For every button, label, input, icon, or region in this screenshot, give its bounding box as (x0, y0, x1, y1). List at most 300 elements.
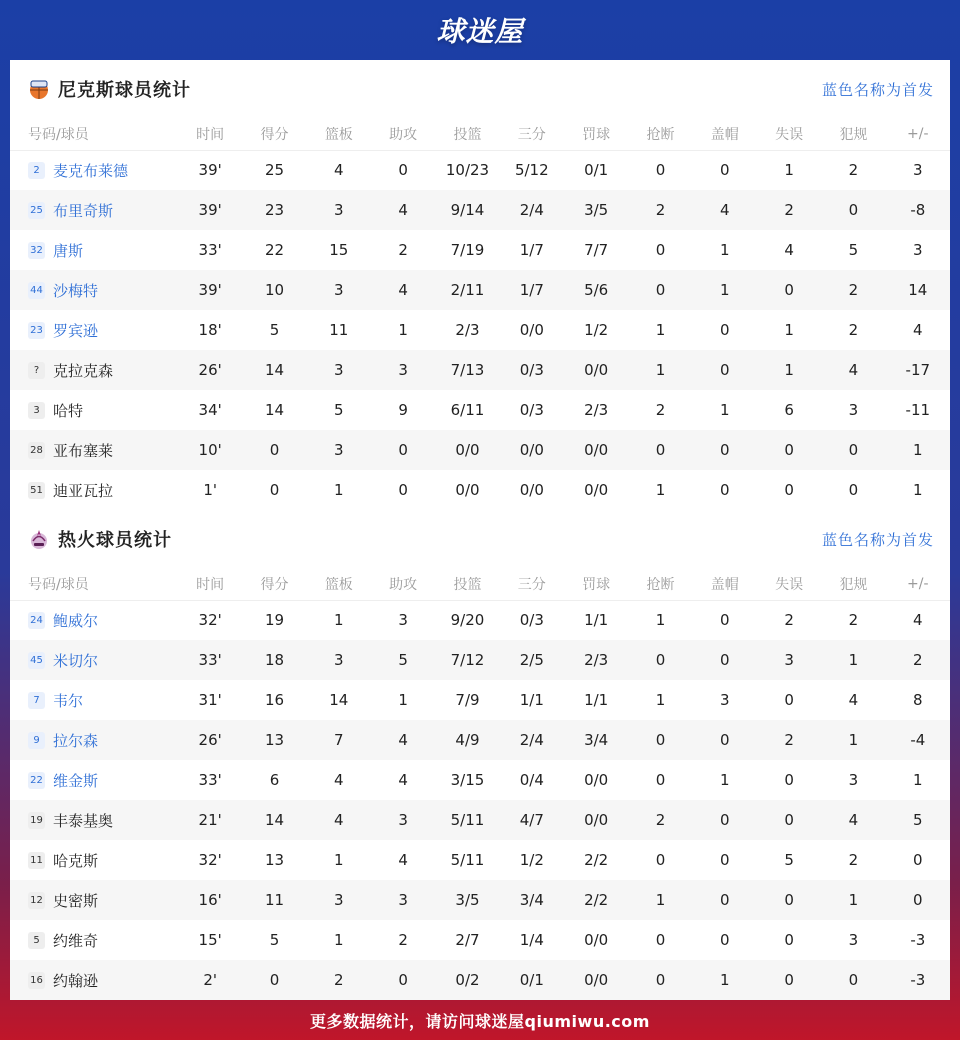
stat-cell: 34' (198, 401, 222, 419)
stat-cell: 0 (757, 270, 821, 310)
col-header: 抢断 (628, 118, 692, 150)
stat-cell: 3 (848, 401, 859, 419)
starter-note: 蓝色名称为首发 (821, 530, 934, 549)
stat-cell: 3 (848, 771, 859, 789)
stat-cell: 3/4 (564, 720, 628, 760)
col-header: 犯规 (821, 568, 885, 600)
stat-cell: 0/3 (519, 611, 544, 630)
stat-cell: 13 (264, 851, 285, 869)
stat-cell: 4 (398, 771, 408, 789)
player-cell (10, 840, 178, 880)
stat-cell: 2/3 (455, 321, 480, 339)
stat-cell: 9 (398, 401, 408, 419)
jersey-number-badge: 16 (28, 972, 45, 989)
stat-cell: 0 (655, 851, 666, 869)
stat-cell: 6/11 (450, 401, 485, 419)
player-name[interactable]: 韦尔 (53, 691, 84, 710)
stat-cell: 16 (264, 691, 285, 709)
stat-cell: 0 (628, 270, 692, 310)
stat-cell: 5/11 (450, 851, 485, 869)
stat-cell: 5 (886, 800, 950, 840)
stat-cell: 0 (655, 771, 666, 789)
footer-link[interactable]: 更多数据统计，请访问球迷屋qiumiwu.com (310, 1011, 650, 1031)
stat-cell: 0/0 (564, 960, 628, 1000)
stat-cell: 1 (821, 720, 885, 760)
stat-cell: 1 (655, 481, 666, 499)
stat-cell: 3 (398, 611, 408, 630)
stat-cell: 5/11 (435, 800, 499, 840)
stat-cell: 5 (269, 931, 280, 949)
stat-cell: 3 (307, 270, 371, 310)
player-cell (10, 350, 178, 390)
col-header: 号码/球员 (10, 118, 178, 150)
col-header: 三分 (500, 118, 564, 150)
stat-cell: 0 (269, 481, 280, 499)
stat-cell: 3/4 (500, 880, 564, 920)
table-row (10, 350, 950, 390)
player-cell (10, 310, 178, 350)
stat-cell: 2' (178, 960, 242, 1000)
stat-cell: 2/2 (564, 880, 628, 920)
stat-cell: 3 (371, 350, 435, 390)
jersey-number-badge: 23 (28, 322, 45, 339)
stat-cell: 0/3 (519, 401, 544, 419)
stat-cell: 1 (655, 691, 666, 709)
stat-cell: 1/2 (584, 321, 609, 339)
stat-cell: 5 (269, 321, 280, 339)
stat-cell: 1 (334, 931, 344, 949)
player-cell (10, 800, 178, 840)
player-cell (10, 640, 178, 680)
col-header: 盖帽 (693, 568, 757, 600)
col-header: 助攻 (371, 568, 435, 600)
stat-cell: 0/1 (500, 960, 564, 1000)
stat-cell: 4 (913, 321, 923, 339)
stat-cell: 5 (334, 401, 344, 419)
stat-cell: 0 (821, 430, 885, 470)
stat-cell: 2/11 (435, 270, 499, 310)
stat-cell: 0 (371, 430, 435, 470)
stat-cell: 4/7 (500, 800, 564, 840)
player-cell (10, 270, 178, 310)
stat-cell: 0 (693, 880, 757, 920)
stat-cell: 2 (307, 960, 371, 1000)
jersey-number-badge: 28 (28, 442, 45, 459)
player-cell (10, 600, 178, 640)
jersey-number-badge: 11 (28, 852, 45, 869)
stat-cell: 1 (655, 611, 666, 630)
stat-cell: 0/0 (519, 481, 544, 499)
stat-cell: 15 (329, 241, 349, 259)
stat-cell: 6 (784, 401, 794, 419)
stat-cell: 3/5 (564, 190, 628, 230)
stat-cell: 1 (334, 611, 344, 630)
stat-cell: 0 (242, 960, 306, 1000)
stat-cell: 1 (821, 640, 885, 680)
player-name[interactable]: 布里奇斯 (53, 201, 114, 220)
stat-cell: -17 (886, 350, 950, 390)
stat-cell: 0 (757, 430, 821, 470)
stat-cell: 2 (848, 611, 859, 630)
stat-cell: -4 (886, 720, 950, 760)
stat-cell: 1 (655, 321, 666, 339)
stat-cell: 9/14 (435, 190, 499, 230)
stat-cell: 0 (720, 931, 730, 949)
player-cell (10, 190, 178, 230)
stat-cell: 5 (784, 851, 794, 869)
stat-cell: 0 (784, 931, 794, 949)
stat-cell: 0 (886, 880, 950, 920)
stat-cell: 0/0 (584, 481, 609, 499)
stat-cell: 14 (264, 401, 285, 419)
player-cell (10, 150, 178, 190)
stat-cell: 33' (198, 241, 222, 259)
col-header: +/- (886, 118, 950, 150)
stat-cell: 13 (242, 720, 306, 760)
stat-cell: 3 (307, 430, 371, 470)
player-name[interactable]: 维金斯 (53, 771, 99, 790)
stat-cell: 10' (178, 430, 242, 470)
stat-cell: 3/15 (450, 771, 485, 789)
stat-cell: 0 (398, 161, 408, 180)
col-header: 投篮 (435, 568, 499, 600)
stat-cell: 1 (784, 321, 794, 339)
stat-cell: 2 (628, 800, 692, 840)
stat-cell: 2 (848, 321, 859, 339)
stat-cell: 7/9 (455, 691, 480, 709)
stat-cell: 2/5 (500, 640, 564, 680)
stat-cell: 2 (848, 161, 859, 180)
stat-cell: 1/7 (519, 241, 544, 259)
stat-cell: 4 (821, 800, 885, 840)
jersey-number-badge: 25 (28, 202, 45, 219)
stat-cell: 0 (628, 960, 692, 1000)
player-name[interactable]: 罗宾逊 (53, 321, 99, 340)
stat-cell: -8 (886, 190, 950, 230)
player-name[interactable]: 麦克布莱德 (53, 161, 129, 180)
jersey-number-badge: 44 (28, 282, 45, 299)
stat-cell: 8 (913, 691, 923, 709)
stat-cell: 0 (720, 481, 730, 499)
stat-cell: 4 (784, 241, 794, 259)
stat-cell: 2/4 (500, 190, 564, 230)
stat-cell: 1 (628, 880, 692, 920)
stat-cell: 10/23 (445, 161, 490, 180)
stat-cell: 7/7 (584, 241, 609, 259)
stat-cell: 5 (848, 241, 859, 259)
stat-cell: 4 (334, 161, 344, 180)
stat-cell: 32' (198, 851, 222, 869)
player-name[interactable]: 鲍威尔 (53, 611, 99, 630)
stat-cell: 7/13 (435, 350, 499, 390)
stat-cell: 0 (720, 851, 730, 869)
stat-cell: 0/0 (584, 931, 609, 949)
team-title: 尼克斯球员统计 (58, 80, 191, 101)
stat-cell: 1 (913, 481, 923, 499)
table-row (10, 720, 950, 760)
stat-cell: 0 (720, 611, 730, 630)
stat-cell: 0 (628, 430, 692, 470)
stat-cell: 3 (371, 880, 435, 920)
stat-cell: 1/1 (584, 611, 609, 630)
stat-cell: 2 (655, 401, 666, 419)
player-cell (10, 430, 178, 470)
player-name[interactable]: 米切尔 (53, 651, 99, 670)
stat-cell: 0 (693, 720, 757, 760)
stat-cell: 14 (242, 350, 306, 390)
stat-cell: 4 (398, 851, 408, 869)
stat-cell: 3 (848, 931, 859, 949)
col-header: 盖帽 (693, 118, 757, 150)
col-header: 时间 (178, 568, 242, 600)
stat-cell: 33' (198, 771, 222, 789)
stat-cell: 0 (655, 931, 666, 949)
stat-cell: 1 (720, 771, 730, 789)
stat-cell: 0 (628, 720, 692, 760)
table-row (10, 840, 950, 880)
stat-cell: 3 (371, 800, 435, 840)
stat-cell: 4 (913, 611, 923, 630)
stat-cell: 5 (371, 640, 435, 680)
stat-cell: 0 (655, 241, 666, 259)
stat-cell: 0 (693, 640, 757, 680)
player-name: 克拉克森 (53, 361, 114, 380)
player-name: 亚布塞莱 (53, 441, 114, 460)
heat-logo-icon (28, 528, 50, 550)
stat-cell: 0/0 (564, 350, 628, 390)
stat-cell: 22 (264, 241, 285, 259)
stat-cell: 3 (913, 161, 923, 180)
stat-cell: 0 (784, 691, 794, 709)
stat-cell: 7/19 (450, 241, 485, 259)
stat-cell: 25 (264, 161, 285, 180)
stat-cell: 1 (913, 771, 923, 789)
jersey-number-badge: 12 (28, 892, 45, 909)
stat-cell: 1 (334, 481, 344, 499)
stat-cell: 2/7 (455, 931, 480, 949)
stat-cell: 15' (198, 931, 222, 949)
stat-cell: 0 (655, 161, 666, 180)
stat-cell: 0/4 (519, 771, 544, 789)
col-header: 篮板 (307, 568, 371, 600)
stat-cell: 0 (821, 190, 885, 230)
jersey-number-badge: 7 (28, 692, 45, 709)
stat-cell: 0/0 (584, 771, 609, 789)
stat-cell: 18 (242, 640, 306, 680)
stat-cell: 18' (198, 321, 222, 339)
stat-cell: 3/5 (435, 880, 499, 920)
stat-cell: 1/4 (519, 931, 544, 949)
stat-cell: 2/3 (564, 640, 628, 680)
stat-cell: 1/7 (500, 270, 564, 310)
stat-cell: 3 (757, 640, 821, 680)
stat-cell: 0/3 (500, 350, 564, 390)
stat-cell: 0 (693, 430, 757, 470)
stat-cell: 3 (307, 350, 371, 390)
stat-cell: 0 (784, 771, 794, 789)
stat-cell: 39' (178, 270, 242, 310)
stat-cell: 39' (178, 190, 242, 230)
player-name: 哈特 (53, 401, 84, 420)
jersey-number-badge: ? (28, 362, 45, 379)
stat-cell: 0 (720, 321, 730, 339)
stat-cell: 4 (371, 190, 435, 230)
stat-cell: 32' (198, 611, 222, 630)
stat-cell: 33' (178, 640, 242, 680)
stat-cell: 2 (886, 640, 950, 680)
stat-cell: 0 (757, 960, 821, 1000)
jersey-number-badge: 2 (28, 162, 45, 179)
stat-cell: 1 (821, 880, 885, 920)
stat-cell: 4 (307, 800, 371, 840)
stat-cell: 1 (398, 321, 408, 339)
stat-cell: 4 (693, 190, 757, 230)
stat-cell: 26' (178, 350, 242, 390)
stat-cell: 3 (307, 880, 371, 920)
brand-logo: 球迷屋 (436, 15, 524, 48)
stat-cell: 0/2 (435, 960, 499, 1000)
col-header: 得分 (242, 568, 306, 600)
stat-cell: 1 (334, 851, 344, 869)
stat-cell: 14 (242, 800, 306, 840)
stat-cell: 2 (821, 270, 885, 310)
stat-cell: 0 (371, 960, 435, 1000)
player-cell (10, 920, 178, 960)
player-name: 约维奇 (53, 931, 99, 950)
stat-cell: 1 (886, 430, 950, 470)
stat-cell: 0/0 (564, 430, 628, 470)
table-row (10, 920, 950, 960)
col-header: +/- (886, 568, 950, 600)
knicks-logo-icon (28, 78, 50, 100)
stat-cell: 19 (264, 611, 285, 630)
player-name[interactable]: 拉尔森 (53, 731, 99, 750)
stat-cell: -3 (886, 960, 950, 1000)
jersey-number-badge: 32 (28, 242, 45, 259)
player-cell (10, 230, 178, 270)
col-header: 号码/球员 (10, 568, 178, 600)
stat-cell: 0/0 (455, 481, 480, 499)
stat-cell: 10 (242, 270, 306, 310)
stats-table (10, 568, 950, 1000)
player-cell (10, 720, 178, 760)
table-row (10, 470, 950, 510)
stat-cell: 0 (720, 161, 730, 180)
stat-cell: 1/2 (519, 851, 544, 869)
stat-cell: 4 (371, 270, 435, 310)
player-name: 哈克斯 (53, 851, 99, 870)
starter-note: 蓝色名称为首发 (821, 80, 934, 99)
stat-cell: 2 (848, 851, 859, 869)
stat-cell: 0 (784, 481, 794, 499)
col-header: 投篮 (435, 118, 499, 150)
team-section-heat (10, 510, 950, 1000)
stat-cell: 4 (821, 350, 885, 390)
stat-cell: 2 (398, 931, 408, 949)
stat-cell: 26' (178, 720, 242, 760)
table-row (10, 760, 950, 800)
stat-cell: 5/12 (514, 161, 549, 180)
col-header: 助攻 (371, 118, 435, 150)
stat-cell: 1 (398, 691, 408, 709)
stat-cell: 1 (720, 401, 730, 419)
stat-cell: 23 (242, 190, 306, 230)
table-row (10, 800, 950, 840)
table-row (10, 600, 950, 640)
stat-cell: 0/0 (500, 430, 564, 470)
stat-cell: 6 (269, 771, 280, 789)
col-header: 罚球 (564, 118, 628, 150)
player-name[interactable]: 唐斯 (53, 241, 84, 260)
col-header: 失误 (757, 568, 821, 600)
table-row (10, 880, 950, 920)
stat-cell: 0/1 (584, 161, 609, 180)
col-header: 抢断 (628, 568, 692, 600)
stat-cell: 14 (886, 270, 950, 310)
stat-cell: 2/2 (584, 851, 609, 869)
jersey-number-badge: 51 (28, 482, 45, 499)
table-row (10, 270, 950, 310)
stat-cell: 4/9 (435, 720, 499, 760)
stat-cell: 5/6 (564, 270, 628, 310)
stat-cell: 0 (821, 960, 885, 1000)
stat-cell: 9/20 (450, 611, 485, 630)
jersey-number-badge: 22 (28, 772, 45, 789)
stat-cell: 2/4 (500, 720, 564, 760)
stat-cell: 1/1 (584, 691, 609, 709)
stat-cell: 0 (693, 350, 757, 390)
table-header-row (10, 118, 950, 150)
table-row (10, 640, 950, 680)
jersey-number-badge: 5 (28, 932, 45, 949)
section-header (10, 510, 950, 568)
table-row (10, 680, 950, 720)
stat-cell: 0 (398, 481, 408, 499)
stat-cell: -11 (905, 401, 931, 419)
table-row (10, 190, 950, 230)
table-header-row (10, 568, 950, 600)
jersey-number-badge: 24 (28, 612, 45, 629)
stat-cell: 2/3 (584, 401, 609, 419)
stat-cell: 0 (757, 880, 821, 920)
stat-cell: 1 (693, 270, 757, 310)
player-name[interactable]: 沙梅特 (53, 281, 99, 300)
col-header: 犯规 (821, 118, 885, 150)
stat-cell: 2 (784, 611, 794, 630)
jersey-number-badge: 3 (28, 402, 45, 419)
player-name: 史密斯 (53, 891, 99, 910)
stat-cell: 0/0 (435, 430, 499, 470)
section-header (10, 60, 950, 118)
stat-cell: 39' (198, 161, 222, 180)
stat-cell: 21' (178, 800, 242, 840)
stat-cell: -3 (910, 931, 926, 949)
stat-cell: 1' (203, 481, 217, 499)
stat-cell: 14 (329, 691, 349, 709)
table-row (10, 230, 950, 270)
stat-cell: 7 (307, 720, 371, 760)
stat-cell: 3 (307, 190, 371, 230)
table-row (10, 960, 950, 1000)
stat-cell: 0 (913, 851, 923, 869)
stat-cell: 1 (784, 161, 794, 180)
stat-cell: 3 (720, 691, 730, 709)
stat-cell: 0 (848, 481, 859, 499)
stat-cell: 2 (628, 190, 692, 230)
stat-cell: 3 (307, 640, 371, 680)
table-row (10, 390, 950, 430)
team-section-knicks (10, 60, 950, 510)
